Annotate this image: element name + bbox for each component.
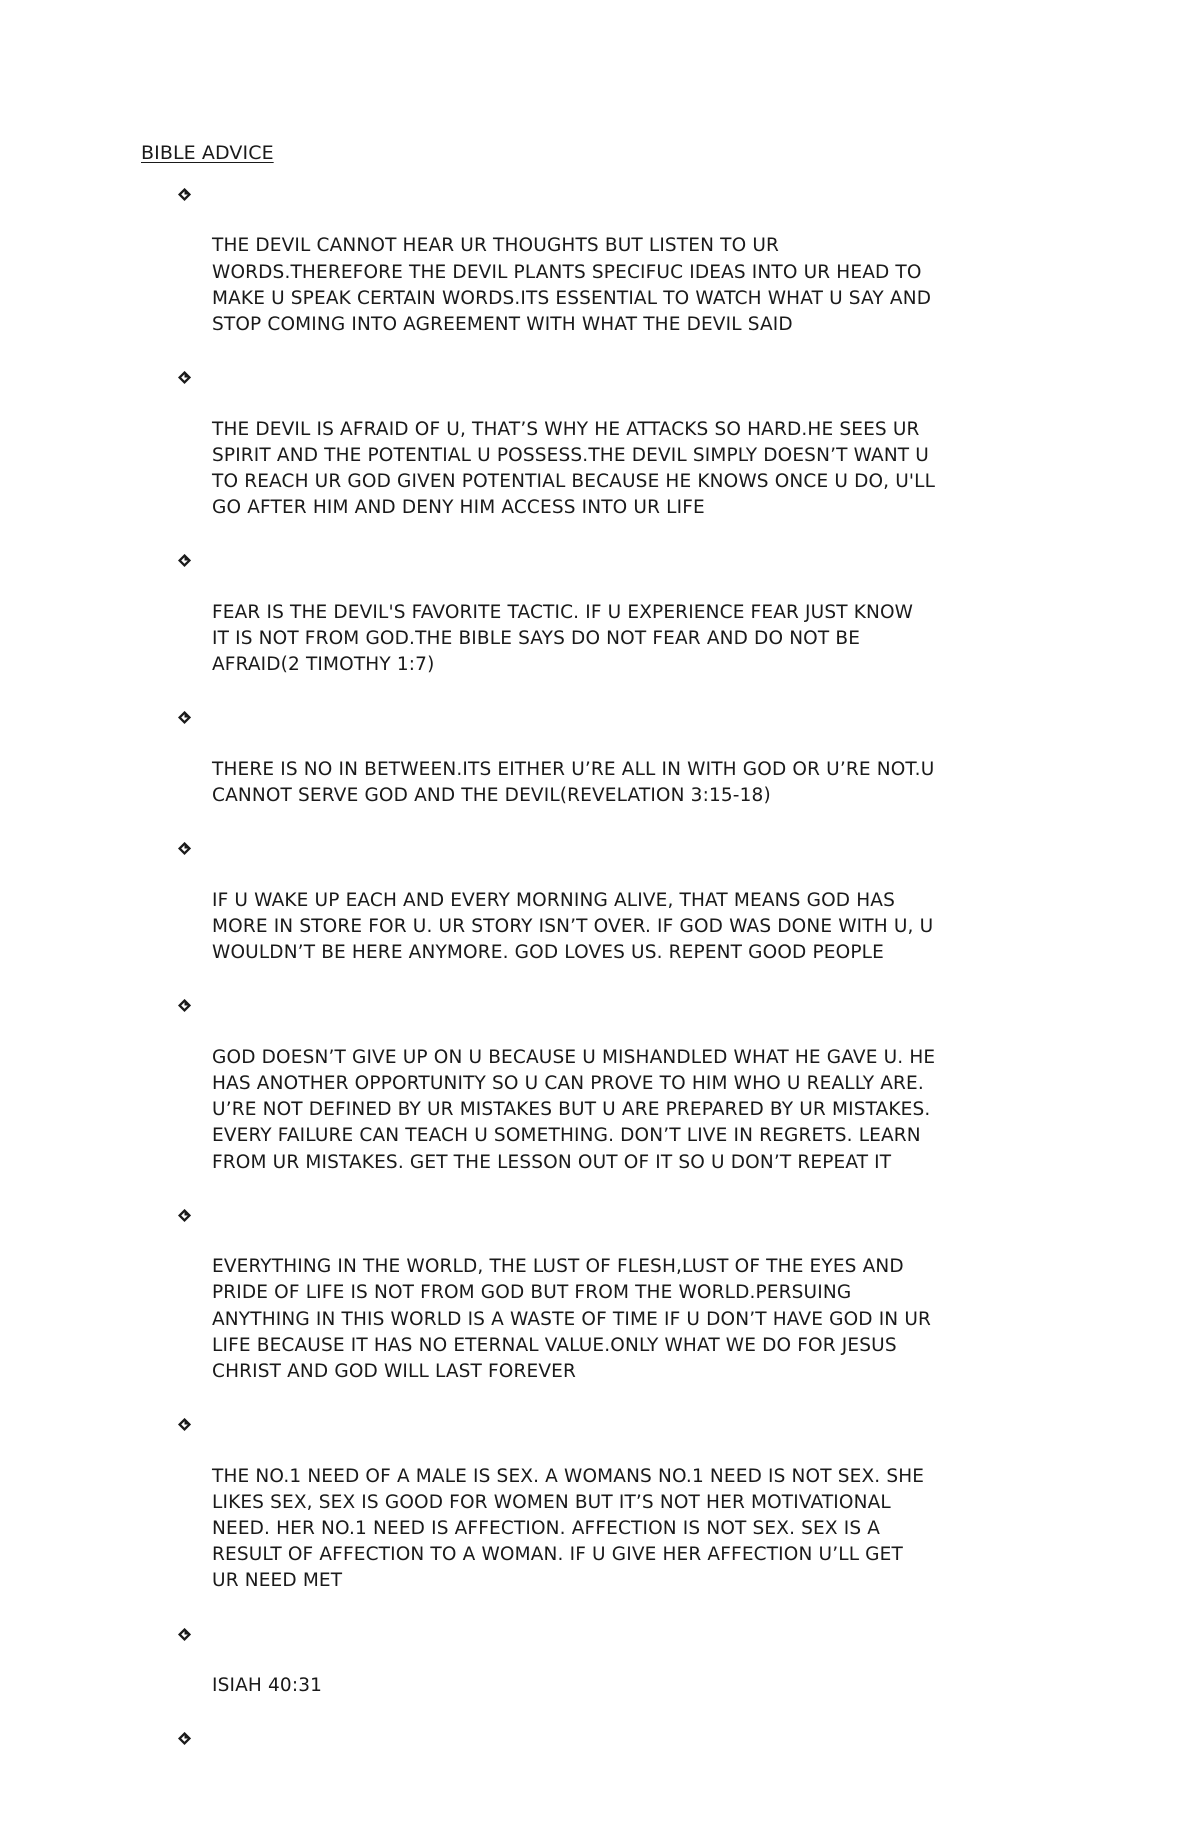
diamond-bullet-icon <box>178 999 191 1012</box>
list-item <box>176 1411 1076 1594</box>
advice-bullet-list <box>176 181 1076 1830</box>
list-item-text: THE DEVIL CANNOT HEAR UR THOUGHTS BUT LISTEN TO UR WORDS.THEREFORE THE DEVIL PLANTS SPECIFUC IDEAS INTO UR HEAD TO MAKE U SPEAK CERTAIN WORDS.ITS ESSENTIAL TO WATCH WHAT U SAY AND STOP COMING INTO AGREEMENT WITH WHAT THE DEVIL SAID <box>212 235 932 336</box>
diamond-bullet-icon <box>178 1209 191 1222</box>
list-item <box>176 992 1076 1175</box>
diamond-bullet-icon <box>178 371 191 384</box>
diamond-bullet-icon <box>178 1628 191 1641</box>
diamond-bullet-icon <box>178 1732 191 1745</box>
list-item <box>176 1202 1076 1385</box>
list-item <box>176 704 1076 809</box>
list-item-text: GOD DOESN’T GIVE UP ON U BECAUSE U MISHANDLED WHAT HE GAVE U. HE HAS ANOTHER OPPORTUNITY SO U CAN PROVE TO HIM WHO U REALLY ARE. U’RE NOT DEFINED BY UR MISTAKES BUT U ARE PREPARED BY UR MISTAKES. EVERY FAILURE CAN TEACH U SOMETHING. DON’T LIVE IN REGRETS. LEARN FROM UR MISTAKES. GET THE LESSON OUT OF IT SO U DON’T REPEAT IT <box>212 1046 936 1173</box>
diamond-bullet-icon <box>178 188 191 201</box>
list-item <box>176 181 1076 338</box>
list-item-text: EVERYTHING IN THE WORLD, THE LUST OF FLESH,LUST OF THE EYES AND PRIDE OF LIFE IS NOT FROM GOD BUT FROM THE WORLD.PERSUING ANYTHING IN THIS WORLD IS A WASTE OF TIME IF U DON’T HAVE GOD IN UR LIFE BECAUSE IT HAS NO ETERNAL VALUE.ONLY WHAT WE DO FOR JESUS CHRIST AND GOD WILL LAST FOREVER <box>212 1256 932 1382</box>
list-item <box>176 364 1076 521</box>
list-item-text: THE DEVIL IS AFRAID OF U, THAT’S WHY HE ATTACKS SO HARD.HE SEES UR SPIRIT AND THE POTENTIAL U POSSESS.THE DEVIL SIMPLY DOESN’T WANT U TO REACH UR GOD GIVEN POTENTIAL BECAUSE HE KNOWS ONCE U DO, U'LL GO AFTER HIM AND DENY HIM ACCESS INTO UR LIFE <box>212 418 936 519</box>
list-item-text: THE NO.1 NEED OF A MALE IS SEX. A WOMANS NO.1 NEED IS NOT SEX. SHE LIKES SEX, SEX IS GOOD FOR WOMEN BUT IT’S NOT HER MOTIVATIONAL NEED. HER NO.1 NEED IS AFFECTION. AFFECTION IS NOT SEX. SEX IS A RESULT OF AFFECTION TO A WOMAN. IF U GIVE HER AFFECTION U’LL GET UR NEED MET <box>212 1465 925 1592</box>
diamond-bullet-icon <box>178 842 191 855</box>
list-item <box>176 547 1076 678</box>
diamond-bullet-icon <box>178 554 191 567</box>
diamond-bullet-icon <box>178 711 191 724</box>
list-item <box>176 835 1076 966</box>
diamond-bullet-icon <box>178 1418 191 1431</box>
list-item-text: IF U WAKE UP EACH AND EVERY MORNING ALIVE, THAT MEANS GOD HAS MORE IN STORE FOR U. UR STORY ISN’T OVER. IF GOD WAS DONE WITH U, U WOULDN’T BE HERE ANYMORE. GOD LOVES US. REPENT GOOD PEOPLE <box>212 889 934 964</box>
list-item <box>176 1725 1076 1804</box>
list-item-text: THERE IS NO IN BETWEEN.ITS EITHER U’RE ALL IN WITH GOD OR U’RE NOT.U CANNOT SERVE GOD AND THE DEVIL(REVELATION 3:15-18) <box>212 758 935 807</box>
document-title: BIBLE ADVICE <box>141 142 274 164</box>
list-item <box>176 1621 1076 1700</box>
list-item-text: FEAR IS THE DEVIL'S FAVORITE TACTIC. IF U EXPERIENCE FEAR JUST KNOW IT IS NOT FROM GOD.THE BIBLE SAYS DO NOT FEAR AND DO NOT BE AFRAID(2 TIMOTHY 1:7) <box>212 601 914 676</box>
list-item-text: ISIAH 40:31 <box>212 1674 323 1696</box>
